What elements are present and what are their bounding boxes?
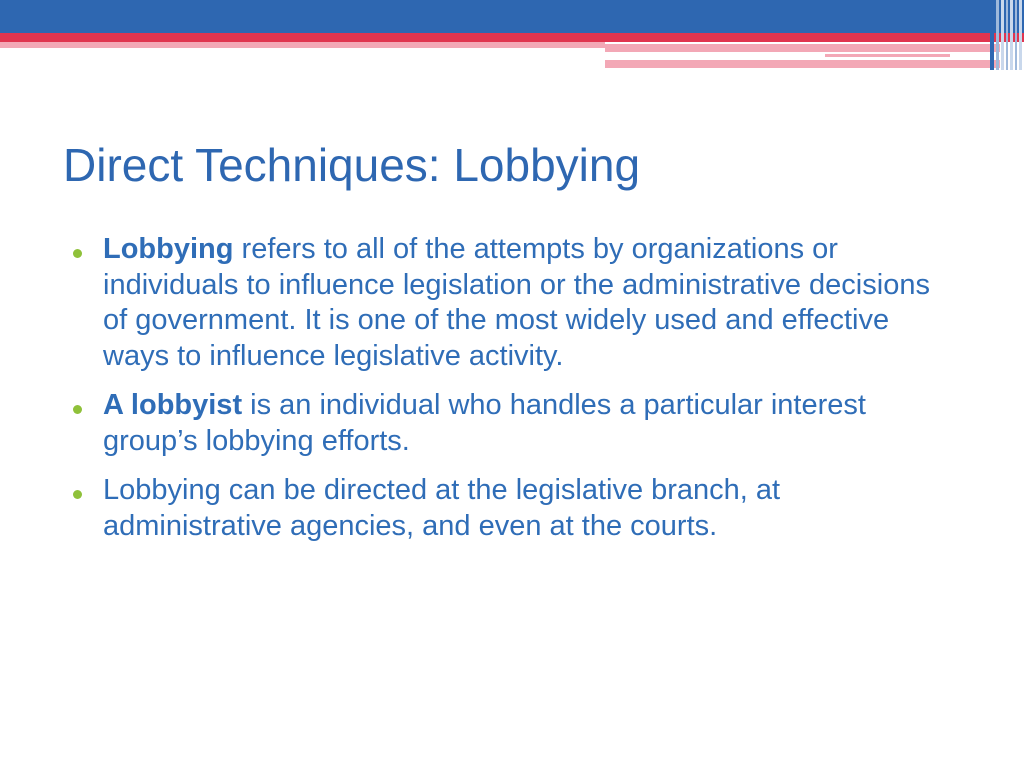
header-blue-bar [0, 0, 1024, 33]
header-corner-stripes [990, 0, 1024, 70]
bullet-text: refers to all of the attempts by organizations or individuals to influence legislation or the administrative decisions of government. It is one of the most widely used and effective ways to influence legislative activity. [103, 233, 930, 372]
header-pink-bar-right-lower [605, 60, 1000, 68]
bullet-list [73, 232, 953, 558]
bullet-text: Lobbying can be directed at the legislative branch, at administrative agencies, and even at the courts. [103, 474, 781, 542]
header-red-bar [0, 33, 1024, 42]
bullet-lead-term: A lobbyist [103, 389, 243, 421]
bullet-dot-icon [73, 249, 82, 258]
bullet-item [73, 388, 953, 459]
bullet-text: is an individual who handles a particular interest group’s lobbying efforts. [103, 389, 866, 457]
bullet-item [73, 473, 953, 544]
bullet-dot-icon [73, 405, 82, 414]
slide-title: Direct Techniques: Lobbying [63, 139, 641, 191]
bullet-dot-icon [73, 490, 82, 499]
header-pink-bar-left [0, 42, 605, 48]
header-pink-bar-right-upper [605, 44, 1000, 52]
header-pink-accent [825, 54, 950, 57]
bullet-lead-term: Lobbying [103, 233, 234, 265]
bullet-item [73, 232, 953, 374]
